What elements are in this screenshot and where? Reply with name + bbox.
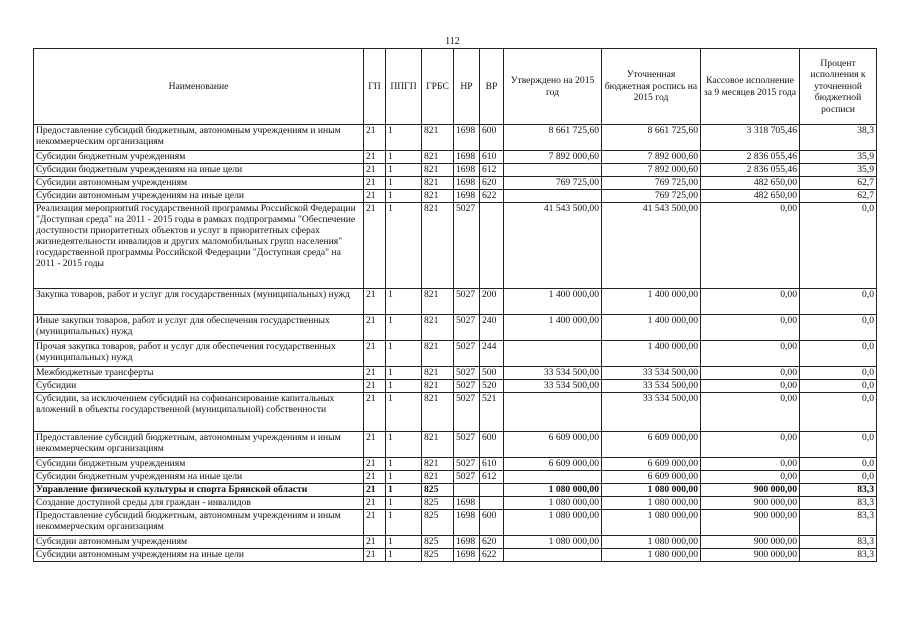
cell-grbs: 821 [422, 367, 454, 380]
cell-nr: 1698 [454, 536, 480, 549]
cell-grbs: 821 [422, 125, 454, 151]
column-header-nr: НР [454, 49, 480, 125]
cell-vr: 620 [480, 177, 504, 190]
cell-ppgp: 1 [386, 380, 422, 393]
cell-nr: 5027 [454, 393, 480, 432]
cell-executed: 0,00 [701, 458, 800, 471]
cell-name: Субсидии автономным учреждениям [34, 177, 364, 190]
table-header-row [34, 49, 877, 125]
page-number: 112 [445, 36, 460, 47]
cell-gp: 21 [364, 471, 386, 484]
cell-ppgp: 1 [386, 190, 422, 203]
cell-percent: 35,9 [800, 151, 877, 164]
cell-gp: 21 [364, 289, 386, 315]
cell-approved: 6 609 000,00 [504, 432, 602, 458]
cell-approved: 1 400 000,00 [504, 289, 602, 315]
cell-revised: 1 400 000,00 [602, 289, 701, 315]
column-header-name: Наименование [34, 49, 364, 125]
cell-executed: 0,00 [701, 393, 800, 432]
cell-revised: 1 400 000,00 [602, 341, 701, 367]
cell-gp: 21 [364, 203, 386, 289]
cell-revised: 8 661 725,60 [602, 125, 701, 151]
cell-ppgp: 1 [386, 458, 422, 471]
cell-gp: 21 [364, 341, 386, 367]
cell-percent: 0,0 [800, 432, 877, 458]
cell-ppgp: 1 [386, 341, 422, 367]
cell-vr: 622 [480, 549, 504, 562]
cell-name: Создание доступной среды для граждан - инвалидов [34, 497, 364, 510]
cell-executed: 3 318 705,46 [701, 125, 800, 151]
cell-grbs: 821 [422, 471, 454, 484]
column-header-revised: Уточненная бюджетная роспись на 2015 год [602, 49, 701, 125]
cell-executed: 482 650,00 [701, 190, 800, 203]
cell-percent: 38,3 [800, 125, 877, 151]
cell-percent: 83,3 [800, 510, 877, 536]
cell-nr: 1698 [454, 164, 480, 177]
cell-approved: 1 400 000,00 [504, 315, 602, 341]
cell-vr: 240 [480, 315, 504, 341]
cell-gp: 21 [364, 536, 386, 549]
cell-executed: 900 000,00 [701, 497, 800, 510]
cell-approved [504, 341, 602, 367]
table-row [34, 458, 877, 471]
cell-vr: 600 [480, 125, 504, 151]
cell-revised: 6 609 000,00 [602, 471, 701, 484]
cell-percent: 62,7 [800, 177, 877, 190]
cell-ppgp: 1 [386, 164, 422, 177]
cell-percent: 0,0 [800, 380, 877, 393]
table-row [34, 549, 877, 562]
cell-ppgp: 1 [386, 393, 422, 432]
cell-vr [480, 484, 504, 497]
cell-executed: 482 650,00 [701, 177, 800, 190]
cell-ppgp: 1 [386, 549, 422, 562]
cell-revised: 33 534 500,00 [602, 393, 701, 432]
cell-gp: 21 [364, 177, 386, 190]
cell-executed: 0,00 [701, 380, 800, 393]
cell-approved: 769 725,00 [504, 177, 602, 190]
cell-approved: 1 080 000,00 [504, 536, 602, 549]
cell-ppgp: 1 [386, 484, 422, 497]
cell-ppgp: 1 [386, 367, 422, 380]
cell-revised: 1 080 000,00 [602, 510, 701, 536]
cell-grbs: 821 [422, 190, 454, 203]
cell-executed: 900 000,00 [701, 484, 800, 497]
table-row [34, 315, 877, 341]
cell-percent: 35,9 [800, 164, 877, 177]
cell-grbs: 821 [422, 164, 454, 177]
cell-gp: 21 [364, 458, 386, 471]
cell-name: Субсидии бюджетным учреждениям [34, 458, 364, 471]
cell-approved [504, 190, 602, 203]
table-row [34, 497, 877, 510]
cell-name: Субсидии бюджетным учреждениям на иные цели [34, 471, 364, 484]
cell-vr: 612 [480, 164, 504, 177]
column-header-gp: ГП [364, 49, 386, 125]
cell-name: Предоставление субсидий бюджетным, автономным учреждениям и иным некоммерческим организациям [34, 510, 364, 536]
cell-vr: 622 [480, 190, 504, 203]
cell-percent: 83,3 [800, 497, 877, 510]
cell-vr [480, 203, 504, 289]
cell-executed: 900 000,00 [701, 510, 800, 536]
cell-nr: 5027 [454, 432, 480, 458]
cell-grbs: 825 [422, 484, 454, 497]
cell-nr: 5027 [454, 458, 480, 471]
cell-executed: 0,00 [701, 315, 800, 341]
cell-approved: 7 892 000,60 [504, 151, 602, 164]
cell-ppgp: 1 [386, 289, 422, 315]
cell-name: Субсидии, за исключением субсидий на софинансирование капитальных вложений в объекты государственной (муниципальной) собственности [34, 393, 364, 432]
budget-table [33, 48, 877, 562]
cell-gp: 21 [364, 125, 386, 151]
cell-percent: 0,0 [800, 341, 877, 367]
cell-percent: 62,7 [800, 190, 877, 203]
cell-nr: 1698 [454, 125, 480, 151]
cell-gp: 21 [364, 432, 386, 458]
cell-grbs: 821 [422, 203, 454, 289]
table-row [34, 125, 877, 151]
table-row [34, 471, 877, 484]
cell-grbs: 821 [422, 315, 454, 341]
cell-percent: 0,0 [800, 458, 877, 471]
table-body [34, 125, 877, 562]
cell-name: Субсидии бюджетным учреждениям [34, 151, 364, 164]
cell-percent: 0,0 [800, 367, 877, 380]
cell-nr: 5027 [454, 471, 480, 484]
table-row [34, 164, 877, 177]
cell-gp: 21 [364, 484, 386, 497]
cell-percent: 83,3 [800, 484, 877, 497]
cell-percent: 83,3 [800, 549, 877, 562]
table-row [34, 367, 877, 380]
cell-nr: 5027 [454, 341, 480, 367]
cell-gp: 21 [364, 393, 386, 432]
cell-grbs: 821 [422, 380, 454, 393]
cell-nr: 5027 [454, 289, 480, 315]
cell-nr: 1698 [454, 549, 480, 562]
table-row [34, 203, 877, 289]
cell-revised: 7 892 000,60 [602, 164, 701, 177]
cell-grbs: 821 [422, 177, 454, 190]
cell-vr: 610 [480, 151, 504, 164]
cell-vr: 620 [480, 536, 504, 549]
cell-approved [504, 164, 602, 177]
cell-executed: 0,00 [701, 432, 800, 458]
cell-approved [504, 549, 602, 562]
cell-executed: 0,00 [701, 203, 800, 289]
cell-grbs: 825 [422, 536, 454, 549]
cell-percent: 83,3 [800, 536, 877, 549]
cell-executed: 2 836 055,46 [701, 151, 800, 164]
cell-revised: 769 725,00 [602, 190, 701, 203]
cell-name: Межбюджетные трансферты [34, 367, 364, 380]
cell-executed: 0,00 [701, 367, 800, 380]
cell-vr: 612 [480, 471, 504, 484]
cell-revised: 1 080 000,00 [602, 497, 701, 510]
cell-gp: 21 [364, 549, 386, 562]
table-row [34, 536, 877, 549]
cell-name: Субсидии автономным учреждениям на иные цели [34, 190, 364, 203]
cell-grbs: 825 [422, 549, 454, 562]
cell-grbs: 825 [422, 497, 454, 510]
cell-vr: 600 [480, 510, 504, 536]
cell-grbs: 821 [422, 458, 454, 471]
column-header-grbs: ГРБС [422, 49, 454, 125]
cell-name: Предоставление субсидий бюджетным, автономным учреждениям и иным некоммерческим организациям [34, 432, 364, 458]
cell-name: Предоставление субсидий бюджетным, автономным учреждениям и иным некоммерческим организациям [34, 125, 364, 151]
cell-gp: 21 [364, 510, 386, 536]
cell-ppgp: 1 [386, 203, 422, 289]
cell-approved: 41 543 500,00 [504, 203, 602, 289]
cell-approved [504, 471, 602, 484]
cell-vr: 200 [480, 289, 504, 315]
column-header-ppgp: ППГП [386, 49, 422, 125]
cell-percent: 0,0 [800, 393, 877, 432]
cell-ppgp: 1 [386, 125, 422, 151]
cell-approved: 1 080 000,00 [504, 497, 602, 510]
column-header-executed: Кассовое исполнение за 9 месяцев 2015 года [701, 49, 800, 125]
cell-nr: 1698 [454, 151, 480, 164]
cell-vr: 500 [480, 367, 504, 380]
table-row [34, 484, 877, 497]
cell-revised: 33 534 500,00 [602, 367, 701, 380]
cell-name: Субсидии автономным учреждениям [34, 536, 364, 549]
cell-approved: 1 080 000,00 [504, 484, 602, 497]
table-row [34, 177, 877, 190]
cell-grbs: 821 [422, 432, 454, 458]
cell-revised: 33 534 500,00 [602, 380, 701, 393]
cell-vr: 244 [480, 341, 504, 367]
cell-name: Иные закупки товаров, работ и услуг для обеспечения государственных (муниципальных) нужд [34, 315, 364, 341]
column-header-approved: Утверждено на 2015 год [504, 49, 602, 125]
cell-percent: 0,0 [800, 471, 877, 484]
cell-nr: 1698 [454, 177, 480, 190]
cell-vr: 600 [480, 432, 504, 458]
cell-name: Субсидии [34, 380, 364, 393]
cell-executed: 900 000,00 [701, 549, 800, 562]
cell-grbs: 821 [422, 289, 454, 315]
cell-ppgp: 1 [386, 471, 422, 484]
cell-executed: 0,00 [701, 471, 800, 484]
table-row [34, 341, 877, 367]
cell-percent: 0,0 [800, 289, 877, 315]
cell-gp: 21 [364, 380, 386, 393]
cell-revised: 41 543 500,00 [602, 203, 701, 289]
table-row [34, 151, 877, 164]
cell-name: Реализация мероприятий государственной программы Российской Федерации "Доступная среда" на 2011 - 2015 годы в рамках подпрограммы "Обеспечение доступности приоритетных объектов и услуг в приоритетных сферах жизнедеятельности инвалидов и других маломобильных групп населения" государственной программы Российской Федерации "Доступная среда" на 2011 - 2015 годы [34, 203, 364, 289]
table-row [34, 393, 877, 432]
cell-name: Субсидии бюджетным учреждениям на иные цели [34, 164, 364, 177]
cell-revised: 1 400 000,00 [602, 315, 701, 341]
cell-gp: 21 [364, 315, 386, 341]
cell-percent: 0,0 [800, 315, 877, 341]
cell-revised: 769 725,00 [602, 177, 701, 190]
table-row [34, 289, 877, 315]
cell-nr: 1698 [454, 497, 480, 510]
cell-nr: 1698 [454, 190, 480, 203]
cell-ppgp: 1 [386, 177, 422, 190]
cell-revised: 1 080 000,00 [602, 536, 701, 549]
cell-name: Прочая закупка товаров, работ и услуг для обеспечения государственных (муниципальных) нужд [34, 341, 364, 367]
cell-executed: 2 836 055,46 [701, 164, 800, 177]
cell-gp: 21 [364, 497, 386, 510]
table-row [34, 190, 877, 203]
cell-nr: 5027 [454, 315, 480, 341]
table-row [34, 432, 877, 458]
cell-grbs: 825 [422, 510, 454, 536]
cell-approved: 33 534 500,00 [504, 380, 602, 393]
cell-nr [454, 484, 480, 497]
cell-vr: 521 [480, 393, 504, 432]
cell-revised: 7 892 000,60 [602, 151, 701, 164]
cell-ppgp: 1 [386, 315, 422, 341]
cell-approved [504, 393, 602, 432]
column-header-percent: Процент исполнения к уточненной бюджетной росписи [800, 49, 877, 125]
cell-nr: 5027 [454, 203, 480, 289]
cell-vr: 610 [480, 458, 504, 471]
table-row [34, 380, 877, 393]
cell-percent: 0,0 [800, 203, 877, 289]
cell-approved: 8 661 725,60 [504, 125, 602, 151]
cell-ppgp: 1 [386, 432, 422, 458]
column-header-vr: ВР [480, 49, 504, 125]
cell-ppgp: 1 [386, 497, 422, 510]
cell-gp: 21 [364, 367, 386, 380]
cell-grbs: 821 [422, 393, 454, 432]
cell-grbs: 821 [422, 151, 454, 164]
cell-revised: 6 609 000,00 [602, 432, 701, 458]
cell-name: Управление физической культуры и спорта Брянской области [34, 484, 364, 497]
cell-executed: 900 000,00 [701, 536, 800, 549]
cell-nr: 1698 [454, 510, 480, 536]
cell-vr: 520 [480, 380, 504, 393]
cell-executed: 0,00 [701, 341, 800, 367]
cell-name: Закупка товаров, работ и услуг для государственных (муниципальных) нужд [34, 289, 364, 315]
cell-executed: 0,00 [701, 289, 800, 315]
cell-nr: 5027 [454, 367, 480, 380]
cell-approved: 6 609 000,00 [504, 458, 602, 471]
cell-gp: 21 [364, 190, 386, 203]
cell-ppgp: 1 [386, 536, 422, 549]
cell-approved: 1 080 000,00 [504, 510, 602, 536]
cell-revised: 6 609 000,00 [602, 458, 701, 471]
cell-revised: 1 080 000,00 [602, 549, 701, 562]
table-row [34, 510, 877, 536]
cell-nr: 5027 [454, 380, 480, 393]
cell-ppgp: 1 [386, 151, 422, 164]
cell-name: Субсидии автономным учреждениям на иные цели [34, 549, 364, 562]
cell-vr [480, 497, 504, 510]
cell-ppgp: 1 [386, 510, 422, 536]
cell-approved: 33 534 500,00 [504, 367, 602, 380]
cell-gp: 21 [364, 151, 386, 164]
cell-gp: 21 [364, 164, 386, 177]
cell-revised: 1 080 000,00 [602, 484, 701, 497]
cell-grbs: 821 [422, 341, 454, 367]
